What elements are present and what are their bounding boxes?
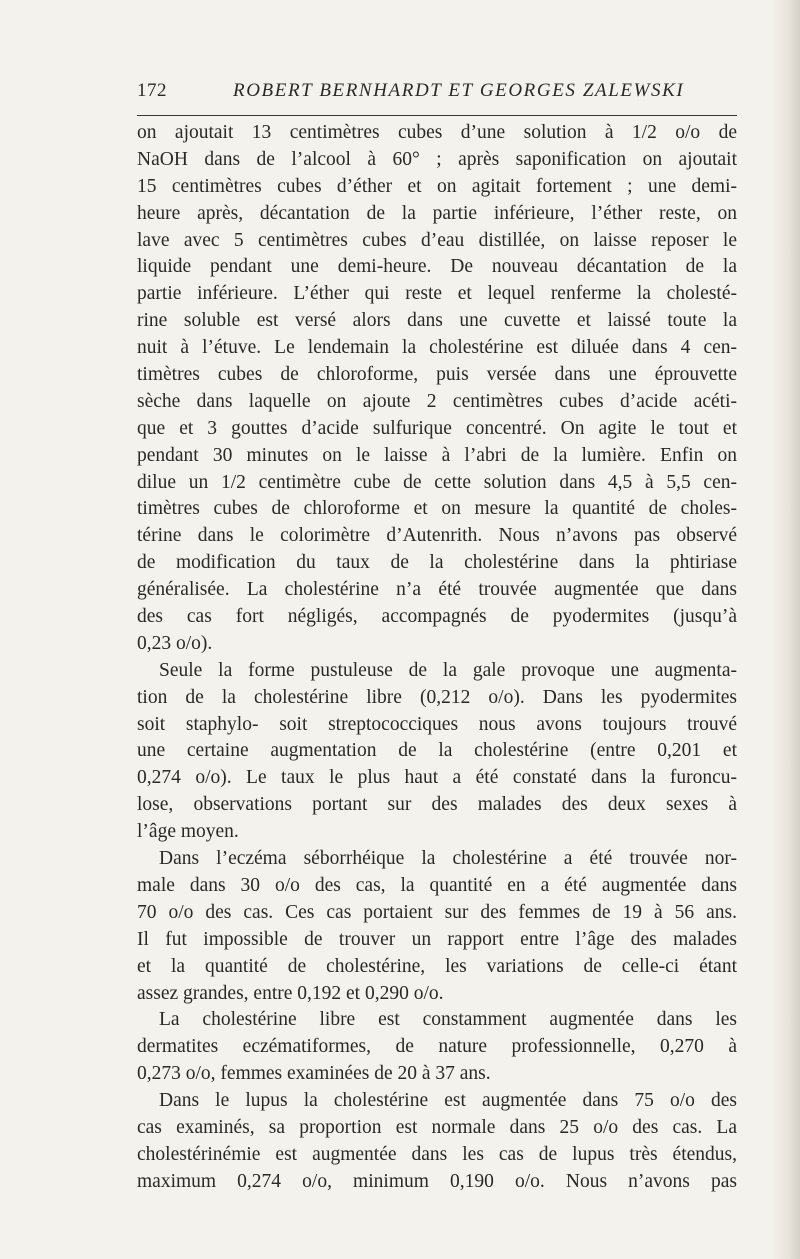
text-line: NaOH dans de l’alcool à 60° ; après saponification on ajoutait	[137, 148, 737, 170]
text-line: Dans le lupus la cholestérine est augmentée dans 75 o/o des	[159, 1090, 737, 1112]
text-line: Il fut impossible de trouver un rapport entre l’âge des malades	[137, 928, 737, 950]
text-line: heure après, décantation de la partie inférieure, l’éther reste, on	[137, 202, 737, 224]
text-line: assez grandes, entre 0,192 et 0,290 o/o.	[137, 982, 444, 1004]
text-line: Seule la forme pustuleuse de la gale provoque une augmenta-	[159, 659, 737, 681]
text-line: partie inférieure. L’éther qui reste et lequel renferme la cholesté-	[137, 283, 737, 305]
text-line: dermatites eczématiformes, de nature professionnelle, 0,270 à	[137, 1036, 737, 1058]
header-rule	[137, 115, 737, 116]
text-line: nuit à l’étuve. Le lendemain la cholestérine est diluée dans 4 cen-	[137, 337, 737, 359]
text-line: 70 o/o des cas. Ces cas portaient sur des femmes de 19 à 56 ans.	[137, 901, 737, 923]
text-line: térine dans le colorimètre d’Autenrith. Nous n’avons pas observé	[137, 525, 737, 547]
text-line: une certaine augmentation de la cholestérine (entre 0,201 et	[137, 740, 737, 762]
text-line: tion de la cholestérine libre (0,212 o/o). Dans les pyodermites	[137, 686, 737, 708]
text-line: La cholestérine libre est constamment augmentée dans les	[159, 1009, 737, 1031]
page-edge-shadow	[772, 0, 800, 1259]
page-header	[137, 80, 737, 110]
text-line: maximum 0,274 o/o, minimum 0,190 o/o. Nous n’avons pas	[137, 1170, 737, 1192]
text-line: sèche dans laquelle on ajoute 2 centimètres cubes d’acide acéti-	[137, 390, 737, 412]
text-line: cas examinés, sa proportion est normale dans 25 o/o des cas. La	[137, 1116, 737, 1138]
text-line: timètres cubes de chloroforme, puis versée dans une éprouvette	[137, 364, 737, 386]
text-line: l’âge moyen.	[137, 821, 239, 843]
text-line: 0,273 o/o, femmes examinées de 20 à 37 ans.	[137, 1063, 491, 1085]
text-line: 0,23 o/o).	[137, 632, 213, 654]
text-line: pendant 30 minutes on le laisse à l’abri de la lumière. Enfin on	[137, 444, 737, 466]
text-line: dilue un 1/2 centimètre cube de cette solution dans 4,5 à 5,5 cen-	[137, 471, 737, 493]
text-line: et la quantité de cholestérine, les variations de celle-ci étant	[137, 955, 737, 977]
text-line: liquide pendant une demi-heure. De nouveau décantation de la	[137, 256, 737, 278]
text-line: soit staphylo- soit streptococciques nous avons toujours trouvé	[137, 713, 737, 735]
text-line: 0,274 o/o). Le taux le plus haut a été constaté dans la furoncu-	[137, 767, 737, 789]
page-number: 172	[137, 80, 167, 101]
running-head: ROBERT BERNHARDT ET GEORGES ZALEWSKI	[233, 80, 685, 101]
text-line: lave avec 5 centimètres cubes d’eau distillée, on laisse reposer le	[137, 229, 737, 251]
text-line: Dans l’eczéma séborrhéique la cholestérine a été trouvée nor-	[159, 848, 737, 870]
body-text	[137, 120, 737, 1196]
text-line: rine soluble est versé alors dans une cuvette et laissé toute la	[137, 310, 737, 332]
text-line: des cas fort négligés, accompagnés de pyodermites (jusqu’à	[137, 606, 737, 628]
text-line: de modification du taux de la cholestérine dans la phtiriase	[137, 552, 737, 574]
text-line: timètres cubes de chloroforme et on mesure la quantité de choles-	[137, 498, 737, 520]
text-line: lose, observations portant sur des malades des deux sexes à	[137, 794, 737, 816]
text-line: 15 centimètres cubes d’éther et on agitait fortement ; une demi-	[137, 175, 737, 197]
text-line: que et 3 gouttes d’acide sulfurique concentré. On agite le tout et	[137, 417, 737, 439]
text-line: male dans 30 o/o des cas, la quantité en a été augmentée dans	[137, 874, 737, 896]
text-line: généralisée. La cholestérine n’a été trouvée augmentée que dans	[137, 579, 737, 601]
text-line: on ajoutait 13 centimètres cubes d’une solution à 1/2 o/o de	[137, 122, 737, 143]
text-line: cholestérinémie est augmentée dans les cas de lupus très étendus,	[137, 1143, 737, 1165]
